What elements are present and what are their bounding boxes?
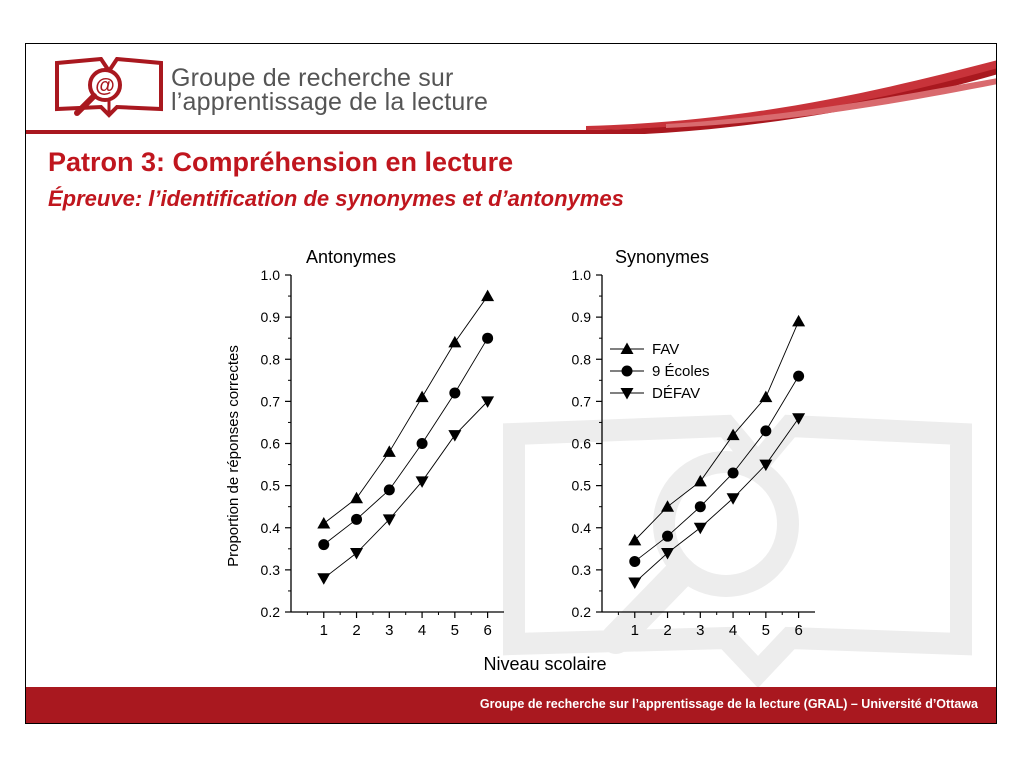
data-point <box>448 336 461 348</box>
data-point <box>694 523 707 535</box>
y-tick-label: 1.0 <box>260 267 280 283</box>
data-point <box>629 556 640 567</box>
slide <box>25 43 997 724</box>
data-point <box>662 531 673 542</box>
y-tick-label: 0.5 <box>571 477 591 494</box>
chart-title: Antonymes <box>305 247 397 267</box>
chart-area <box>26 44 997 689</box>
y-tick-label: 0.3 <box>260 561 280 578</box>
y-tick-label: 0.5 <box>260 477 280 494</box>
data-point <box>417 438 428 449</box>
data-point <box>448 430 461 442</box>
x-tick-label: 1 <box>630 622 639 639</box>
legend-label: 9 Écoles <box>652 363 710 380</box>
slide-title: Patron 3: Compréhension en lecture <box>48 147 514 177</box>
org-name-line2: l’apprentissage de la lecture <box>171 88 489 116</box>
data-point <box>351 514 362 525</box>
data-point <box>350 548 363 560</box>
x-tick-label: 4 <box>417 622 427 639</box>
data-point <box>760 425 771 436</box>
x-tick-label: 6 <box>483 622 492 639</box>
chart-legend <box>610 341 710 402</box>
x-tick-label: 2 <box>663 622 672 639</box>
data-point <box>481 290 494 302</box>
y-tick-label: 0.8 <box>260 351 280 368</box>
data-point <box>449 387 460 398</box>
data-point <box>384 484 395 495</box>
x-tick-label: 4 <box>728 622 738 639</box>
y-axis-label: Proportion de réponses correctes <box>225 345 242 567</box>
series-line <box>324 401 488 578</box>
y-tick-label: 0.3 <box>571 561 591 578</box>
x-tick-label: 5 <box>761 622 771 639</box>
x-tick-label: 3 <box>385 622 394 639</box>
legend-item <box>610 341 679 358</box>
y-tick-label: 0.2 <box>260 604 280 620</box>
y-tick-label: 0.7 <box>571 393 591 410</box>
x-axis-label: Niveau scolaire <box>483 654 607 674</box>
series-line <box>324 338 488 544</box>
footer-bar <box>26 687 996 723</box>
data-point <box>727 493 740 505</box>
y-tick-label: 0.9 <box>260 309 280 326</box>
data-point <box>728 467 739 478</box>
watermark-logo-icon <box>514 426 961 672</box>
series-9-coles <box>318 333 493 550</box>
legend-label: FAV <box>652 341 680 358</box>
x-tick-label: 5 <box>450 622 460 639</box>
x-tick-label: 1 <box>319 622 328 639</box>
x-tick-label: 2 <box>352 622 361 639</box>
y-tick-label: 0.4 <box>571 519 591 536</box>
org-name-line1: Groupe de recherche sur <box>171 64 454 92</box>
svg-text:@: @ <box>95 75 115 97</box>
chart-title: Synonymes <box>614 247 710 267</box>
legend-item <box>610 385 700 402</box>
legend-marker <box>621 388 634 400</box>
y-tick-label: 0.7 <box>260 393 280 410</box>
data-point <box>318 539 329 550</box>
data-point <box>695 501 706 512</box>
data-point <box>792 315 805 327</box>
y-tick-label: 0.9 <box>571 309 591 326</box>
y-tick-label: 0.6 <box>260 435 280 452</box>
y-tick-label: 0.2 <box>571 604 591 620</box>
series-fav <box>317 290 494 529</box>
data-point <box>317 517 330 529</box>
legend-marker <box>621 343 634 355</box>
data-point <box>317 573 330 585</box>
y-tick-label: 0.4 <box>260 519 280 536</box>
y-tick-label: 0.6 <box>571 435 591 452</box>
data-point <box>350 492 363 504</box>
series-line <box>324 296 488 523</box>
footer-text: Groupe de recherche sur l’apprentissage de la lecture (GRAL) – Université d’Ottawa <box>479 697 978 711</box>
legend-marker <box>622 366 633 377</box>
y-tick-label: 1.0 <box>571 267 591 283</box>
data-point <box>482 333 493 344</box>
data-point <box>793 371 804 382</box>
x-tick-label: 6 <box>794 622 803 639</box>
y-tick-label: 0.8 <box>571 351 591 368</box>
data-point <box>628 578 641 590</box>
legend-label: DÉFAV <box>652 385 701 402</box>
chart-antonymes <box>261 247 504 639</box>
slide-subtitle: Épreuve: l’identification de synonymes et d’antonymes <box>48 186 624 211</box>
x-tick-label: 3 <box>696 622 705 639</box>
data-point <box>383 445 396 457</box>
legend-item <box>610 363 710 380</box>
data-point <box>759 391 772 403</box>
data-point <box>416 391 429 403</box>
